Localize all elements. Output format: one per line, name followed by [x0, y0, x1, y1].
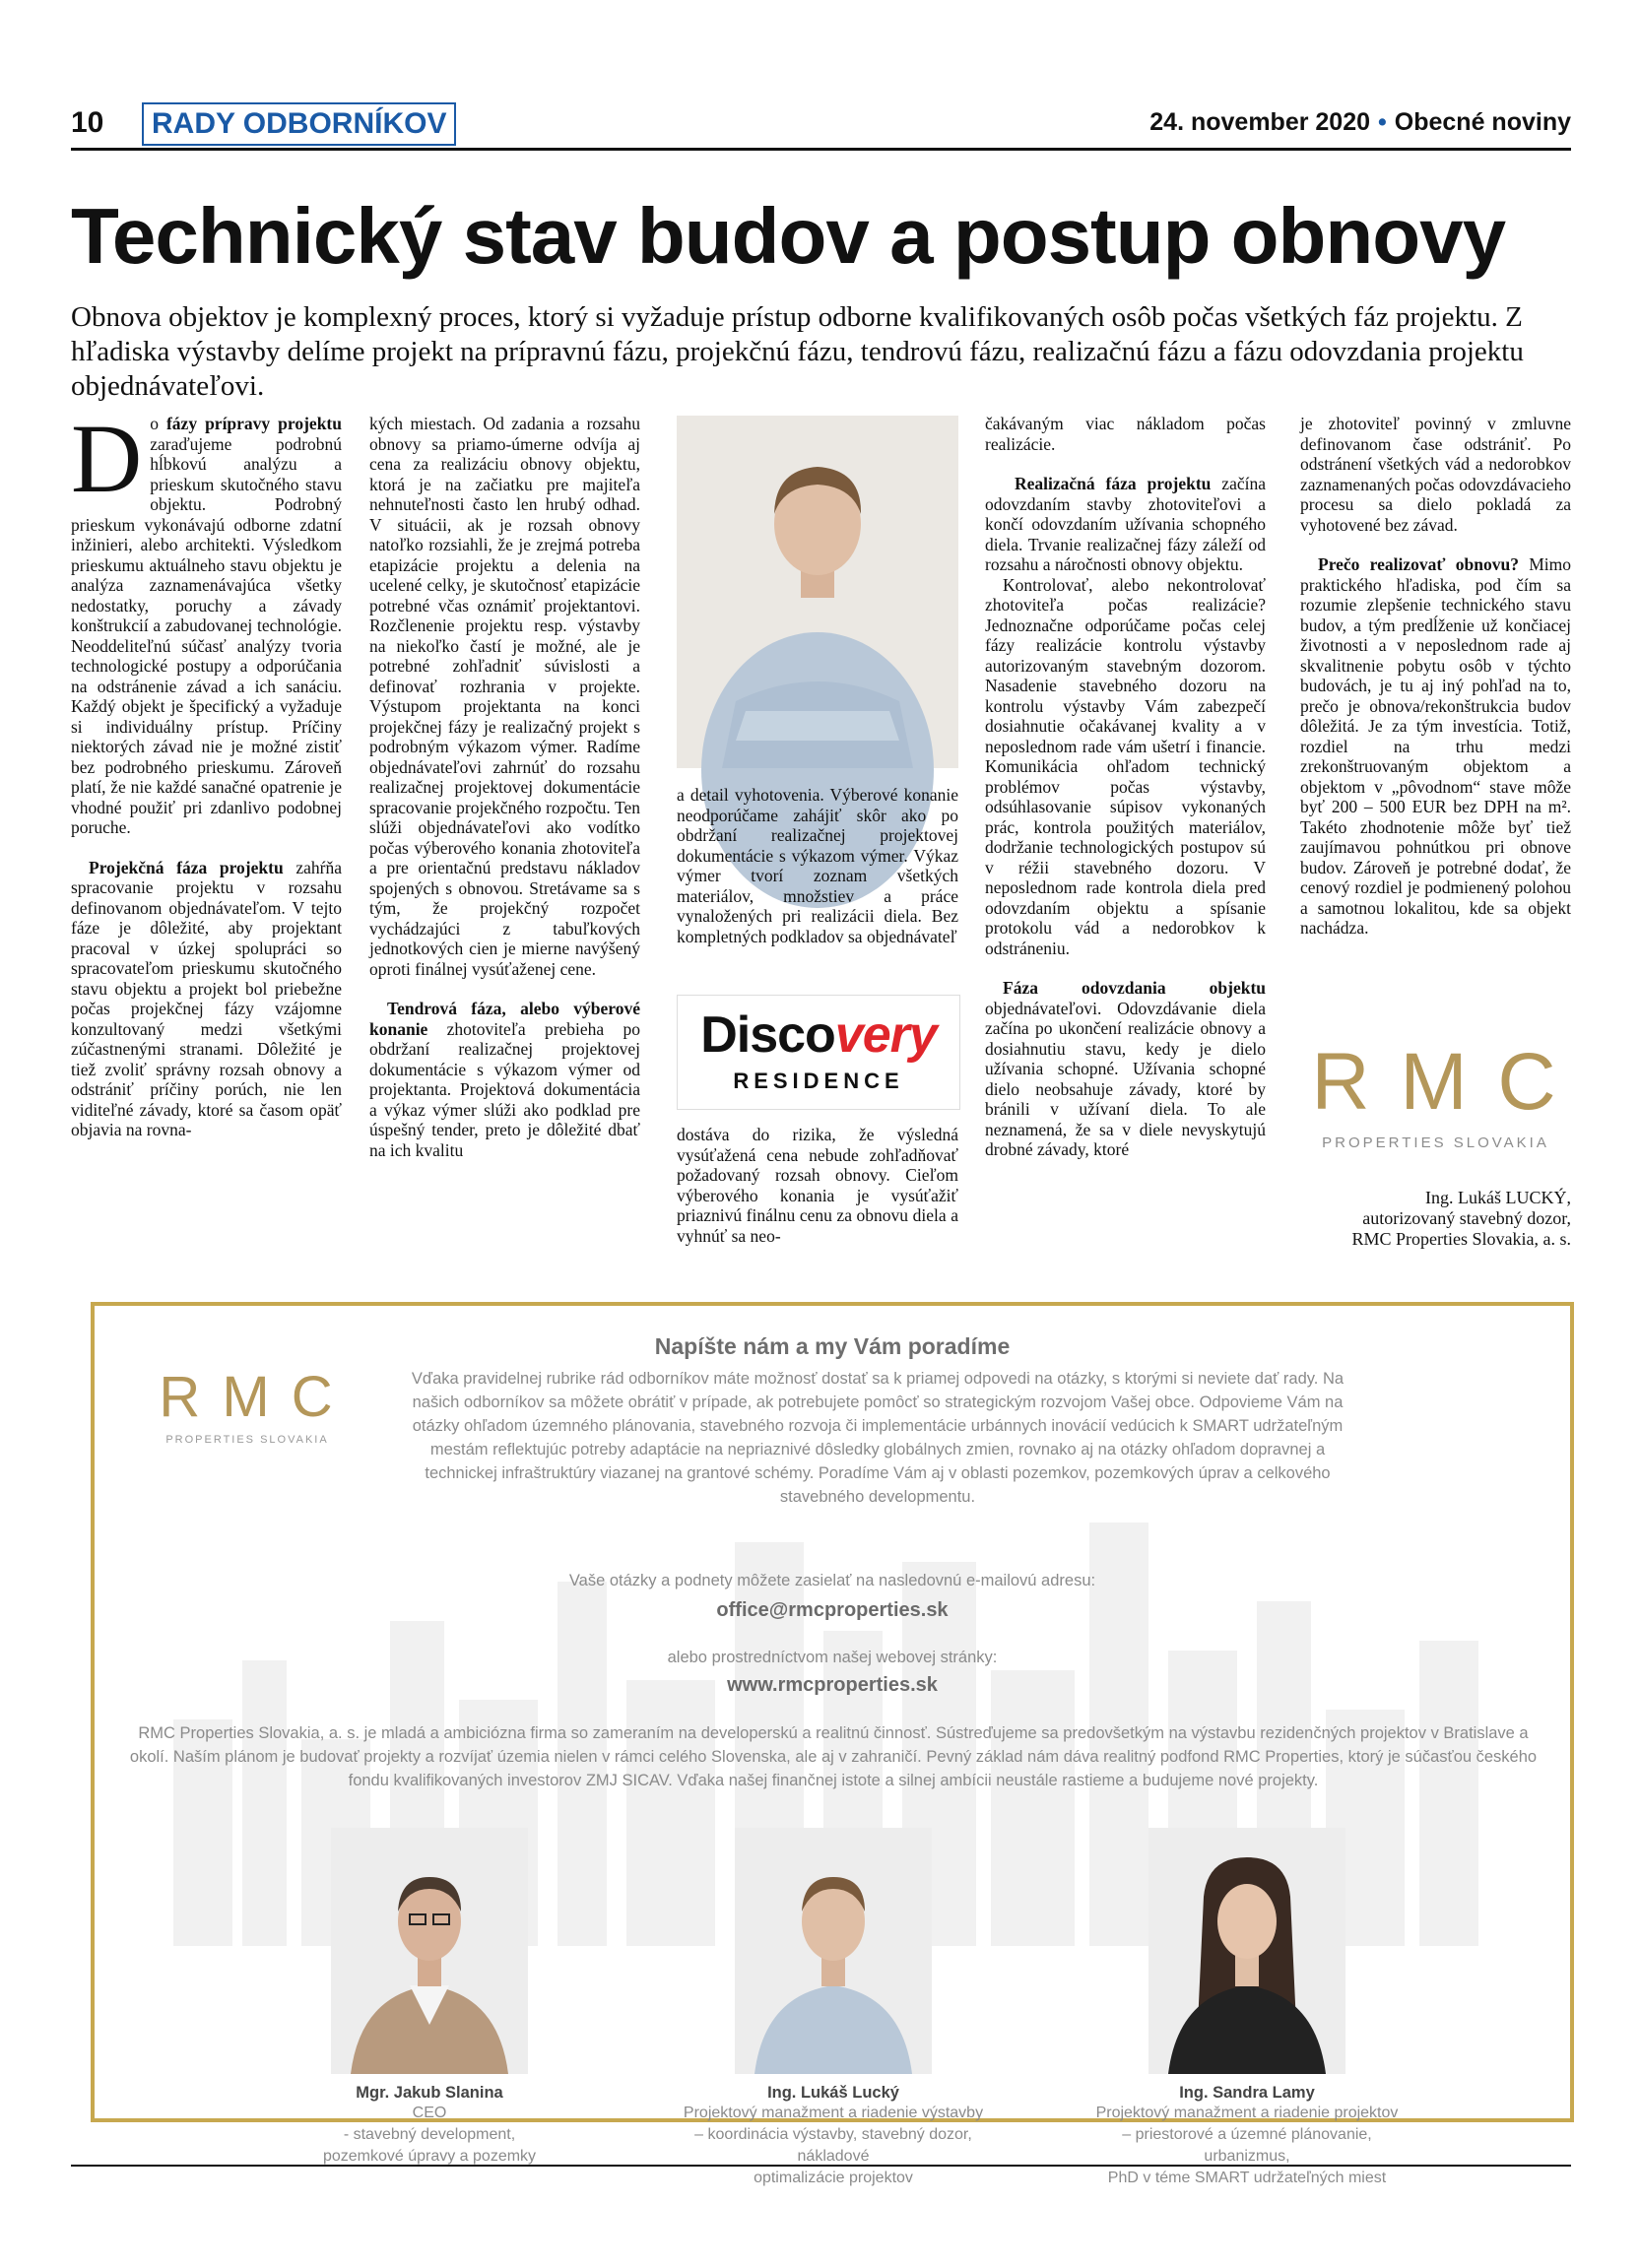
ad-about-text: RMC Properties Slovakia, a. s. je mladá a ambiciózna firma so zameraním na developerskú a realitnú činnosť. Sústreďujeme sa predovšetkým na výstavbu rezidenčných projektov v Bratislave a okolí. Naším plánom je budovať projekty a rozvíjať územia nielen v rámci celého Slovenska, ale aj v zahraničí. Pevný základ nám dáva realitný podfond RMC Properties, ktorý je súčasťou českého fondu kvalifikovaných investorov ZMJ SICAV. Vďaka našej finančnej istote a silnej ambícii neustále rastieme a budujeme nové projekty. [129, 1724, 1538, 1789]
article-column-2 [369, 414, 640, 1160]
paragraph-text: začína odovzdaním stavby zhotoviteľovi a končí odovzdaním užívania schopného diela. Trvanie realizačnej fázy záleží od rozsahu a náročnosti obnovy objektu. [985, 474, 1266, 574]
author-photo [677, 416, 958, 768]
ad-logo-letters: R M C [159, 1365, 336, 1429]
ad-website-link[interactable]: www.rmcproperties.sk [727, 1674, 938, 1696]
team-member-photo [735, 1828, 932, 2074]
ad-email-link[interactable]: office@rmcproperties.sk [716, 1599, 949, 1621]
ad-intro: Vďaka pravidelnej rubrike rád odborníkov máte možnosť dostať sa k priamej odpovedi na otázky, s ktorými si neviete dať rady. Na našich odborníkov sa môžete obrátiť v prípade, ak potrebujete pomôcť so strategickým rozvojom Vašej obce. Odpovieme Vám na otázky ohľadom územného plánovania, stavebného rozvoja či implementácie urbánnych inovácií vedúcich k SMART udržateľným mestám reflektujúc potreby adaptácie na nepriaznivé dôsledky globálnych zmien, rovnako aj na otázky ohľadom dopravnej a technickej infraštruktúry viazanej na grantové schémy. Poradíme Vám aj v oblasti pozemkov, pozemkových úprav a celkového stavebného developmentu. [411, 1370, 1345, 1506]
team-member-role: – koordinácia výstavby, stavebný dozor, nákladové [694, 2126, 972, 2165]
team-member-role: optimalizácie projektov [754, 2170, 913, 2186]
page-header [71, 98, 1571, 146]
logo-residence: RESIDENCE [733, 1069, 904, 1093]
issue-date: 24. november 2020 [1149, 108, 1371, 136]
subheading-projekcna-faza: Projekčná fáza projektu [89, 857, 284, 877]
publication-name: Obecné noviny [1394, 108, 1571, 136]
article-column-3-continued [677, 1125, 958, 1246]
article-column-4 [985, 414, 1266, 1160]
paragraph-text: a detail vyhotovenia. Výberové konanie neodporúčame zahájiť skôr ako po obdržaní realizačnej projektovej dokumentácie s výkazom výmer. Výkaz výmer tvorí zoznam všetkých materiálov, množstiev a práce vynaložených pri realizácii diela. Bez kompletných podkladov sa objednávateľ [677, 785, 958, 946]
paragraph-text: Kontrolovať, alebo nekontrolovať zhotoviteľa počas realizácie? Jednoznačne odporúčame počas celej fázy realizácie kontrolu výstavby autorizovaným stavebným dozorom. Nasadenie stavebného dozoru na kontrolu výstavby Vám zabezpečí dosiahnutie očakávanej kvality a v neposlednom rade vám ušetrí i financie. Komunikácia ohľadom technický problémov počas výstavby, odsúhlasovanie súpisov vykonaných prác, kontrola použitých materiálov, dodržanie technologických postupov sú v réžii stavebného dozoru. V neposlednom rade kontrola diela pred odovzdaním objektu a spísanie protokolu vád a nedorobkov k odstráneniu. [985, 574, 1266, 958]
caption-line: RMC Properties Slovakia, a. s. [1351, 1229, 1571, 1249]
team-member-name: Ing. Lukáš Lucký [767, 2084, 899, 2102]
team-member-role: pozemkové úpravy a pozemky [322, 2148, 537, 2165]
caption-line: autorizovaný stavebný dozor, [1362, 1208, 1571, 1228]
page-number: 10 [71, 106, 104, 139]
paragraph-text: zahŕňa spracovanie projektu v rozsahu definovanom objednávateľom. V tejto fáze je dôležité, aby projektant pracoval v úzkej spolupráci so spracovateľom prieskumu skutočného stavu objektu a projekt bol priebežne počas projekčnej fázy vzájomne konzultovaný medzi všetkými zúčastnenými stranami. Dôležité je tiež zvoliť správny rozsah obnovy a odstrániť príčiny porúch, nie len viditeľné závady, ktoré sa časom opäť objavia na rovna- [71, 857, 342, 1139]
paragraph-text: zhotoviteľa prebieha po obdržaní realizačnej projektovej dokumentácie s výkazom výmer od projektanta. Projektová dokumentácia a výkaz výmer slúži ako podklad pre úspešný tender, preto je dôležité dbať na ich kvalitu [369, 1018, 640, 1160]
paragraph-text: Mimo praktického hľadiska, pod čím sa rozumie zlepšenie technického stavu budov, a tým predĺženie už končiacej životnosti a v neposlednom rade aj skvalitnenie pobytu osôb v týchto budovách, je tu aj iný pohľad na to, prečo je obnova/rekonštrukcia budov dôležitá. Je za tým investícia. Totiž, rozdiel na trhu medzi zrekonštruovaným objektom a objektom v „pôvodnom“ stave môže byť 200 – 500 EUR bez DPH na m². Takéto zhodnotenie môže byť tiež zaujímavou pohnútkou pri obnove budov. Zároveň je potrebné dodať, že cenový rozdiel je podmienený polohou a samotnou lokalitou, kde sa objekt nachádza. [1300, 554, 1571, 938]
article-column-5 [1300, 414, 1571, 939]
team-member-role: CEO [412, 2105, 447, 2121]
separator-dot: • [1378, 108, 1387, 136]
paragraph-text: dostáva do rizika, že výsledná vysúťažená cena nebude zohľadňovať požadovaný rozsah obnovy. Cieľom výberového konania je vysúťažiť priaznivú finálnu cenu za obnovu diela a vyhnúť sa neo- [677, 1125, 958, 1246]
subheading-preco-obnovu: Prečo realizovať obnovu? [1318, 554, 1519, 574]
team-member-photo [331, 1828, 528, 2074]
headline: Technický stav budov a postup obnovy [71, 192, 1506, 280]
subheading-realizacna-faza: Realizačná fáza projektu [1015, 474, 1212, 493]
paragraph-text: zaraďujeme podrobnú hĺbkovú analýzu a prieskum skutočného stavu objektu. Podrobný prieskum vykonávajú odborne zdatní inžinieri, alebo architekti. Výsledkom prieskumu aktuálneho stavu objektu je analýza zaznamenávajúca všetky nedostatky, poruchy a závady konštrukcií a zabudovanej technológie. Neoddeliteľnú súčasť analýzy tvoria technologické postupy a odporúčania na odstránenie závad a ich sanáciu. Každý objekt je špecifický a vyžaduje si individuálny prístup. Príčiny niektorých závad nie je možné zistiť bez podrobného prieskumu. Zároveň platí, že nie každé sanačné opatrenie je vhodné použiť pri zdanlivo podobnej poruche. [71, 433, 342, 837]
team-member-photo [1148, 1828, 1345, 2074]
subheading-tendrova-faza: Tendrová fáza, alebo výberové konanie [369, 999, 640, 1039]
team-member-name: Mgr. Jakub Slanina [356, 2084, 503, 2102]
caption-line: Ing. Lukáš LUCKÝ, [1425, 1188, 1571, 1207]
rmc-logo [1300, 1016, 1571, 1174]
team-member-card [1089, 1828, 1405, 2189]
ad-questions-label: Vaše otázky a podnety môžete zasielať na nasledovnú e-mailovú adresu: [568, 1572, 1096, 1589]
bold-phrase: fázy prípravy projektu [165, 414, 342, 433]
header-meta [1149, 108, 1571, 137]
ad-logo-subtitle: PROPERTIES SLOVAKIA [165, 1434, 329, 1446]
article-column-3 [677, 785, 958, 946]
logo-disco: Disco [700, 1006, 835, 1064]
paragraph-text: kých miestach. Od zadania a rozsahu obnovy sa priamo-úmerne odvíja aj cena za realizáciu obnovy objektu, ktorá je na začiatku pre majiteľa nehnuteľnosti často len hrubý odhad. V situácii, ak je rozsah obnovy natoľko rozsiahli, že je zrejmá potreba etapizácie projektu a delenia na ucelené celky, je skutočnosť etapizácie potrebné včas oznámiť projektantovi. Rozčlenenie projektu resp. výstavby na niekoľko častí je možné, ale je potrebné zohľadniť súvislosti a definovať rozhrania v projekte. Výstupom projektanta na konci projekčnej fázy je realizačný projekt s podrobným výkazom výmer. Radíme objednávateľovi zahrnúť do rozsahu realizačnej projektovej dokumentácie spracovanie projekčného rozpočtu. Ten slúži objednávateľovi ako vodítko počas výberového konania zhotoviteľa a pre orientačnú predstavu nákladov spojených s obnovou. Stretávame sa s tým, že projekčný rozpočet vychádzajúci z tabuľkových jednotkových cien je mierne navýšený oproti finálnej vysúťaženej cene. [369, 414, 640, 979]
section-tag: RADY ODBORNÍKOV [142, 102, 456, 146]
article-column-1 [71, 404, 342, 1140]
team-member-role: PhD v téme SMART udržateľných miest [1107, 2170, 1387, 2186]
paragraph-text: objednávateľovi. Odovzdávanie diela začína po ukončení realizácie obnovy a dosiahnutiu stavu, kedy je dielo užívania schopné. Užívania schopné dielo neobsahuje závady, ktoré by bránili v užívaní diela. To ale neznamená, že sa v diele nevyskytujú drobné závady, ktoré [985, 998, 1266, 1159]
ad-rmc-logo [134, 1365, 361, 1473]
lead-paragraph: Obnova objektov je komplexný proces, ktorý si vyžaduje prístup odborne kvalifikovaných osôb počas všetkých fáz projektu. Z hľadiska výstavby delíme projekt na prípravnú fázu, projekčnú fázu, tendrovú fázu, realizačnú fázu a fázu odovzdania projektu objednávateľovi. [71, 301, 1524, 402]
team-member-role: - stavebný development, [343, 2126, 516, 2143]
team-member-name: Ing. Sandra Lamy [1179, 2084, 1315, 2102]
header-rule [71, 148, 1571, 151]
advertisement-box [91, 1302, 1574, 2186]
rmc-logo-subtitle: PROPERTIES SLOVAKIA [1322, 1134, 1549, 1151]
paragraph-text: čakávaným viac nákladom počas realizácie. [985, 414, 1266, 454]
portrait-illustration [677, 416, 958, 768]
team-member-role: – priestorové a územné plánovanie, urbanizmus, [1122, 2126, 1372, 2165]
team-member-card [676, 1828, 991, 2189]
drop-cap: D [71, 404, 143, 513]
ad-title: Napíšte nám a my Vám poradíme [654, 1333, 1011, 1359]
team-member-card [272, 1828, 587, 2168]
discovery-residence-logo [677, 995, 960, 1110]
logo-very: very [834, 1006, 937, 1064]
paragraph-text: je zhotoviteľ povinný v zmluvne definovanom čase odstrániť. Po odstránení všetkých vád a nedorobkov zaznamenaných počas odovzdávacieho procesu sa dielo pokladá za vyhotovené bez závad. [1300, 414, 1571, 535]
paragraph-text: o [150, 414, 166, 433]
rmc-logo-letters: R M C [1311, 1037, 1560, 1127]
subheading-faza-odovzdania: Fáza odovzdania objektu [1003, 978, 1266, 998]
author-caption [1300, 1188, 1571, 1250]
team-member-role: Projektový manažment a riadenie výstavby [683, 2105, 984, 2121]
team-member-role: Projektový manažment a riadenie projektov [1095, 2105, 1399, 2121]
ad-web-label: alebo prostredníctvom našej webovej stránky: [667, 1649, 998, 1666]
footer-rule [71, 2165, 1571, 2167]
